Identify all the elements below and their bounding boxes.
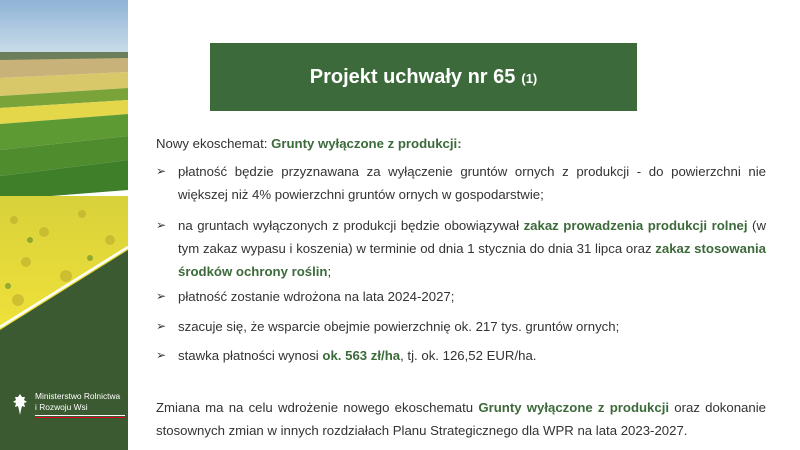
list-item-text bbox=[178, 315, 766, 338]
ministry-logo bbox=[8, 388, 126, 422]
text-span: płatność zostanie wdrożona na lata 2024-2027; bbox=[178, 289, 455, 304]
list-item-text bbox=[178, 214, 766, 283]
list-item-text bbox=[178, 285, 766, 308]
flag-stripe-red bbox=[35, 417, 125, 418]
text-highlight: zakaz stosowania środków ochrony roślin bbox=[178, 241, 767, 279]
arrowhead-bullet-icon: ➢ bbox=[156, 319, 167, 333]
text-span: , tj. ok. 126,52 EUR/ha. bbox=[400, 348, 537, 363]
closing-paragraph bbox=[156, 396, 766, 442]
arrowhead-bullet-icon: ➢ bbox=[156, 348, 167, 362]
title-banner bbox=[210, 43, 637, 111]
field-landscape-image bbox=[0, 0, 128, 450]
intro-line bbox=[156, 132, 462, 155]
polish-eagle-emblem-icon bbox=[8, 392, 32, 418]
text-span: na gruntach wyłączonych z produkcji będzie obowiązywał bbox=[178, 218, 524, 233]
list-item-text bbox=[178, 160, 766, 206]
slide-title: Projekt uchwały nr 65 bbox=[309, 65, 516, 88]
text-highlight: ok. 563 zł/ha bbox=[322, 348, 401, 363]
intro-highlight: Grunty wyłączone z produkcji: bbox=[271, 136, 462, 151]
text-span: oraz dokonanie stosownych zmian w innych rozdziałach Planu Strategicznego dla WPR na lata 2023-2027. bbox=[156, 400, 766, 438]
ministry-name-line1: Ministerstwo Rolnictwa bbox=[35, 391, 121, 401]
text-span: szacuje się, że wsparcie obejmie powierzchnię ok. 217 tys. gruntów ornych; bbox=[178, 319, 620, 334]
text-span: Zmiana ma na celu wdrożenie nowego ekoschematu bbox=[156, 400, 479, 415]
text-highlight: zakaz prowadzenia produkcji rolnej bbox=[523, 218, 748, 233]
side-photo-panel bbox=[0, 0, 128, 450]
slide-title-suffix: (1) bbox=[521, 70, 538, 86]
text-span: płatność będzie przyznawana za wyłączenie gruntów ornych z produkcji - do powierzchni nie większej niż 4% powierzchni gruntów ornych w gospodarstwie; bbox=[178, 164, 766, 202]
arrowhead-bullet-icon: ➢ bbox=[156, 289, 167, 303]
intro-prefix: Nowy ekoschemat: bbox=[156, 136, 272, 151]
arrowhead-bullet-icon: ➢ bbox=[156, 218, 167, 232]
arrowhead-bullet-icon: ➢ bbox=[156, 164, 167, 178]
text-span: ; bbox=[327, 264, 332, 279]
text-span: (w tym zakaz wypasu i koszenia) w terminie od dnia 1 stycznia do dnia 31 lipca oraz bbox=[178, 218, 766, 256]
ministry-name bbox=[35, 391, 127, 412]
list-item-text bbox=[178, 344, 766, 367]
text-highlight: Grunty wyłączone z produkcji bbox=[478, 400, 670, 415]
flag-stripe-white bbox=[35, 415, 125, 416]
ministry-name-line2: i Rozwoju Wsi bbox=[35, 401, 88, 412]
text-span: stawka płatności wynosi bbox=[178, 348, 323, 363]
